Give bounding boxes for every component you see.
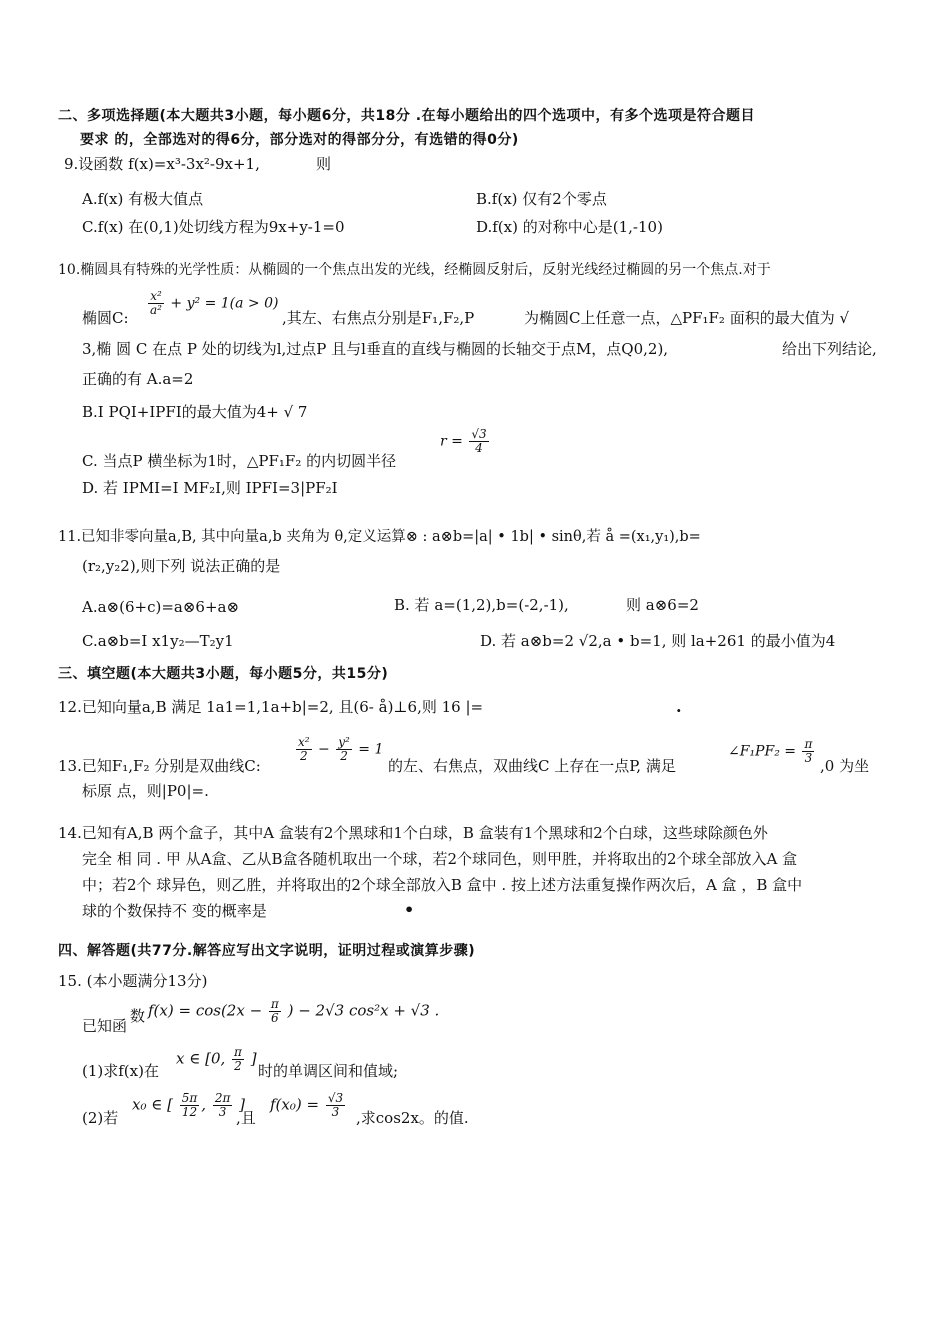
q13-hyperbola-formula: $\frac{\text{x²}}{2}$ − $\frac{\text{y²}}{2}$ = 1 xyxy=(298,735,384,763)
q13-h2b: 2 xyxy=(340,749,348,763)
q15-p1-2: 2 xyxy=(234,1059,242,1073)
q11-option-b: B. 若 a=(1,2),b=(-2,-1), xyxy=(394,596,569,614)
q15-p2-2pi: 2π xyxy=(214,1091,231,1105)
q15-p2-5pi: 5π xyxy=(181,1091,198,1105)
q13-angle: ∠F₁PF₂ = xyxy=(728,743,796,760)
q9-stem: 9.设函数 f(x)=x³-3x²-9x+1, xyxy=(64,155,260,173)
q13-hy: y² xyxy=(338,735,350,749)
q15-given-b: 数 xyxy=(130,1007,146,1025)
q13-angle-formula xyxy=(728,738,816,765)
q11-option-d: D. 若 a⊗b=2 √2,a • b=1, 则 la+261 的最小值为4 xyxy=(480,632,836,650)
q10-line2-mid: ,其左、右焦点分别是F₁,F₂,P xyxy=(282,309,475,327)
q12-blank-dot: . xyxy=(676,697,682,716)
q10-line3: 3,椭 圆 C 在点 P 处的切线为l,过点P 且与l垂直的直线与椭圆的长轴交于点M，点Q0,2), xyxy=(82,340,669,358)
q10-ellipse-x2: x² xyxy=(148,290,164,304)
section-2-heading-line2: 要求 的，全部选对的得6分，部分选对的得部分分，有选错的得0分) xyxy=(80,132,519,148)
q14-line1: 14.已知有A,B 两个盒子，其中A 盒装有2个黑球和1个白球，B 盒装有1个黑球和2个白球，这些球除颜色外 xyxy=(58,824,768,842)
q13-pi: π xyxy=(804,737,813,751)
q15-header: 15. (本小题满分13分) xyxy=(58,972,208,990)
q10-ellipse-a2: a² xyxy=(150,303,162,317)
q11-option-c: C.a⊗b=I x1y₂—T₂y1 xyxy=(82,632,234,650)
q10-line2-end: 为椭圆C上任意一点，△PF₁F₂ 面积的最大值为 √ xyxy=(524,309,850,327)
q10-inradius-formula xyxy=(440,428,491,455)
q15-p1-close: ] xyxy=(250,1049,257,1068)
q10-option-c: C. 当点P 横坐标为1时，△PF₁F₂ 的内切圆半径 xyxy=(82,452,397,470)
q15-part2-and: ,且 xyxy=(236,1109,256,1127)
q9-option-c: C.f(x) 在(0,1)处切线方程为9x+y-1=0 xyxy=(82,218,345,236)
q15-part1-interval xyxy=(176,1046,257,1073)
q14-blank-dot: • xyxy=(404,900,415,919)
q13-hx: x² xyxy=(298,735,310,749)
q14-line3: 中；若2个 球异色，则乙胜，并将取出的2个球全部放入B 盒中 . 按上述方法重复操作两次后，A 盒 ，B 盒中 xyxy=(82,876,803,894)
q9-option-a: A.f(x) 有极大值点 xyxy=(82,190,204,208)
q10-ellipse-label: 椭圆C: xyxy=(82,309,129,327)
q15-p1-pi: π xyxy=(234,1045,242,1059)
q13-mid: 的左、右焦点，双曲线C 上存在一点P, 满足 xyxy=(388,757,676,775)
q10-r-label: r = xyxy=(440,433,463,450)
q11-option-a: A.a⊗(6+c)=a⊗6+a⊗ xyxy=(82,598,240,616)
q10-ellipse-rest: + y² = 1(a > 0) xyxy=(170,295,279,312)
q15-p2-12: 12 xyxy=(181,1105,198,1119)
q15-part2-end: ,求cos2x。的值. xyxy=(356,1109,469,1127)
q10-option-b: B.I PQI+IPFI的最大值为4+ √ 7 xyxy=(82,403,308,421)
q15-part1-b: 时的单调区间和值域; xyxy=(258,1062,399,1080)
q15-part2-interval: x₀ ∈ [ $\frac{5\pi}{12}$ , $\frac{2\pi}{3}$ ] xyxy=(132,1091,246,1119)
q12-text: 12.已知向量a,B 满足 1a1=1,1a+b|=2, 且(6- å)⊥6,则 16 |= xyxy=(58,698,484,716)
q15-fx-pi: π xyxy=(270,997,279,1011)
q10-r-num: √3 xyxy=(471,427,487,441)
q13-line2: 标原 点，则|P0|=. xyxy=(82,782,209,800)
q11-line2: (r₂,y₂2),则下列 说法正确的是 xyxy=(82,557,281,575)
section-3-heading: 三、填空题(本大题共3小题，每小题5分，共15分) xyxy=(58,666,389,682)
q15-function-formula xyxy=(148,998,439,1025)
q13-three: 3 xyxy=(804,751,813,765)
q9-then: 则 xyxy=(316,155,332,173)
q15-p2-close: ] xyxy=(239,1095,246,1114)
q15-part1-a: (1)求f(x)在 xyxy=(82,1062,159,1080)
q15-fx: f(x) = cos(2x − xyxy=(148,1001,263,1020)
q14-line2: 完全 相 同 . 甲 从A盒、乙从B盒各随机取出一个球，若2个球同色，则甲胜，并将取出的2个球全部放入A 盒 xyxy=(82,850,798,868)
q15-p1-interval: x ∈ [0, xyxy=(176,1049,226,1068)
q13-end: ,0 为坐 xyxy=(820,757,870,775)
q15-fx-rest: ) − 2√3 cos²x + √3 . xyxy=(287,1001,440,1020)
q13-heq: = 1 xyxy=(358,741,384,758)
q15-part2-value xyxy=(270,1092,347,1119)
q11-line1: 11.已知非零向量a,B, 其中向量a,b 夹角为 θ,定义运算⊗ : a⊗b=|a| • 1b| • sinθ,若 å =(x₁,y₁),b= xyxy=(58,529,701,545)
q15-p2-den: 3 xyxy=(331,1105,340,1119)
q15-p2-f: f(x₀) = xyxy=(270,1095,320,1114)
q9-option-b: B.f(x) 仅有2个零点 xyxy=(476,190,607,208)
q10-r-den: 4 xyxy=(475,441,483,455)
section-4-heading: 四、解答题(共77分.解答应写出文字说明，证明过程或演算步骤) xyxy=(58,943,476,959)
q15-p2-x0: x₀ ∈ [ xyxy=(132,1095,173,1114)
q15-fx-6: 6 xyxy=(271,1011,279,1025)
q10-line3-end: 给出下列结论, xyxy=(782,340,877,358)
q13-h2a: 2 xyxy=(299,749,308,763)
q15-given-a: 已知函 xyxy=(82,1017,128,1035)
q10-ellipse-formula xyxy=(146,290,278,317)
section-2-heading-line1: 二、多项选择题(本大题共3小题，每小题6分，共18分 .在每小题给出的四个选项中，有多个选项是符合题目 xyxy=(58,108,756,124)
q10-option-d: D. 若 IPMI=I MF₂I,则 IPFI=3|PF₂I xyxy=(82,479,338,497)
q10-line4: 正确的有 A.a=2 xyxy=(82,370,194,388)
q11-option-b-result: 则 a⊗6=2 xyxy=(626,596,699,614)
q14-line4: 球的个数保持不 变的概率是 xyxy=(82,902,267,920)
q13-start: 13.已知F₁,F₂ 分别是双曲线C: xyxy=(58,757,261,775)
q15-p2-3: 3 xyxy=(218,1105,227,1119)
q9-option-d: D.f(x) 的对称中心是(1,-10) xyxy=(476,218,663,236)
q15-part2-a: (2)若 xyxy=(82,1109,119,1127)
q15-p2-num: √3 xyxy=(327,1091,344,1105)
q10-line1: 10.椭圆具有特殊的光学性质：从椭圆的一个焦点出发的光线，经椭圆反射后，反射光线经过椭圆的另一个焦点.对于 xyxy=(58,262,771,278)
